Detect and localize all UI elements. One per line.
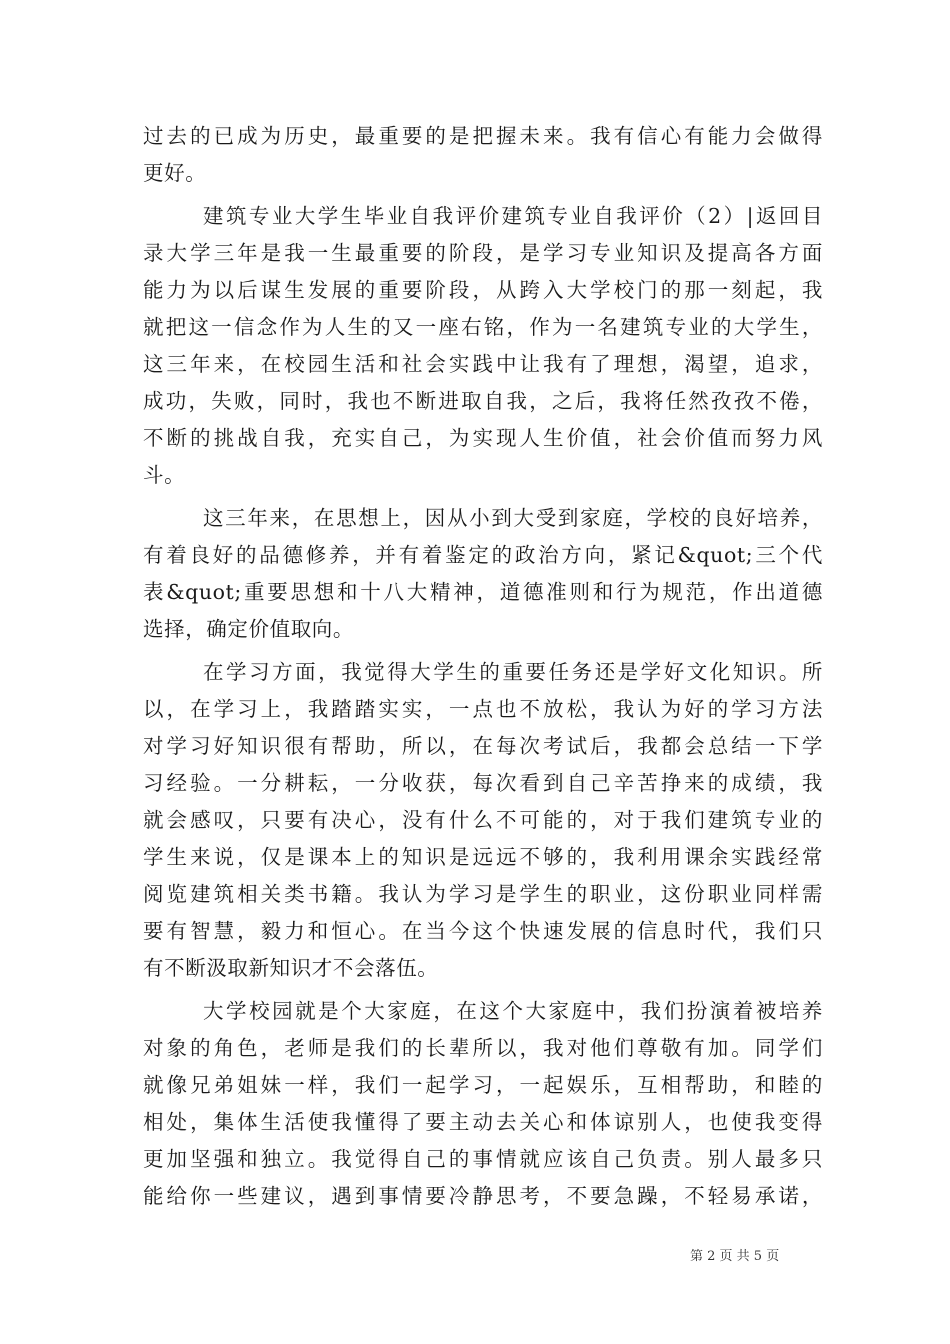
text-line: 对象的角色，老师是我们的长辈所以，我对他们尊敬有加。同学们 xyxy=(143,1036,823,1060)
paragraph-4 xyxy=(143,654,823,987)
paragraph-2 xyxy=(143,198,823,494)
text-line: 大学校园就是个大家庭，在这个大家庭中，我们扮演着被培养 xyxy=(203,999,823,1023)
text-line: 这三年来，在思想上，因从小到大受到家庭，学校的良好培养， xyxy=(203,506,823,530)
text-line: 学生来说，仅是课本上的知识是远远不够的，我利用课余实践经常 xyxy=(143,845,823,869)
text-line: 选择，确定价值取向。 xyxy=(143,617,354,641)
text-line: 有不断汲取新知识才不会落伍。 xyxy=(143,956,439,980)
text-line: 以，在学习上，我踏踏实实，一点也不放松，我认为好的学习方法 xyxy=(143,697,823,721)
text-line: 要有智慧，毅力和恒心。在当今这个快速发展的信息时代，我们只 xyxy=(143,919,823,943)
text-line: 相处，集体生活使我懂得了要主动去关心和体谅别人，也使我变得 xyxy=(143,1110,823,1134)
text-line: 习经验。一分耕耘，一分收获，每次看到自己辛苦挣来的成绩，我 xyxy=(143,771,823,795)
text-line: 过去的已成为历史，最重要的是把握未来。我有信心有能力会做得 xyxy=(143,124,823,148)
paragraph-3 xyxy=(143,500,823,648)
text-line: 在学习方面，我觉得大学生的重要任务还是学好文化知识。所 xyxy=(203,660,823,684)
document-body xyxy=(143,118,823,1215)
text-line: 能给你一些建议，遇到事情要冷静思考，不要急躁，不轻易承诺， xyxy=(143,1184,823,1208)
text-line: 阅览建筑相关类书籍。我认为学习是学生的职业，这份职业同样需 xyxy=(143,882,823,906)
text-line: 录大学三年是我一生最重要的阶段，是学习专业知识及提高各方面 xyxy=(143,241,823,265)
text-line: 建筑专业大学生毕业自我评价建筑专业自我评价（2）|返回目 xyxy=(203,204,823,228)
text-line: 更加坚强和独立。我觉得自己的事情就应该自己负责。别人最多只 xyxy=(143,1147,823,1171)
text-line: 就会感叹，只要有决心，没有什么不可能的，对于我们建筑专业的 xyxy=(143,808,823,832)
text-line: 斗。 xyxy=(143,463,186,487)
text-line: 不断的挑战自我，充实自己，为实现人生价值，社会价值而努力风 xyxy=(143,426,823,450)
paragraph-1 xyxy=(143,118,823,192)
text-line: 对学习好知识很有帮助，所以，在每次考试后，我都会总结一下学 xyxy=(143,734,823,758)
text-line: 就把这一信念作为人生的又一座右铭，作为一名建筑专业的大学生， xyxy=(143,315,823,339)
text-line: 这三年来，在校园生活和社会实践中让我有了理想，渴望，追求， xyxy=(143,352,823,376)
text-line: 就像兄弟姐妹一样，我们一起学习，一起娱乐，互相帮助，和睦的 xyxy=(143,1073,823,1097)
text-line: 能力为以后谋生发展的重要阶段，从跨入大学校门的那一刻起，我 xyxy=(143,278,823,302)
paragraph-5 xyxy=(143,993,823,1215)
text-line: 成功，失败，同时，我也不断进取自我，之后，我将任然孜孜不倦， xyxy=(143,389,823,413)
text-line: 有着良好的品德修养，并有着鉴定的政治方向，紧记&quot;三个代 xyxy=(143,543,823,567)
text-line: 更好。 xyxy=(143,161,207,185)
text-line: 表&quot;重要思想和十八大精神，道德准则和行为规范，作出道德 xyxy=(143,580,823,604)
page-number: 第 2 页 共 5 页 xyxy=(690,1249,780,1264)
